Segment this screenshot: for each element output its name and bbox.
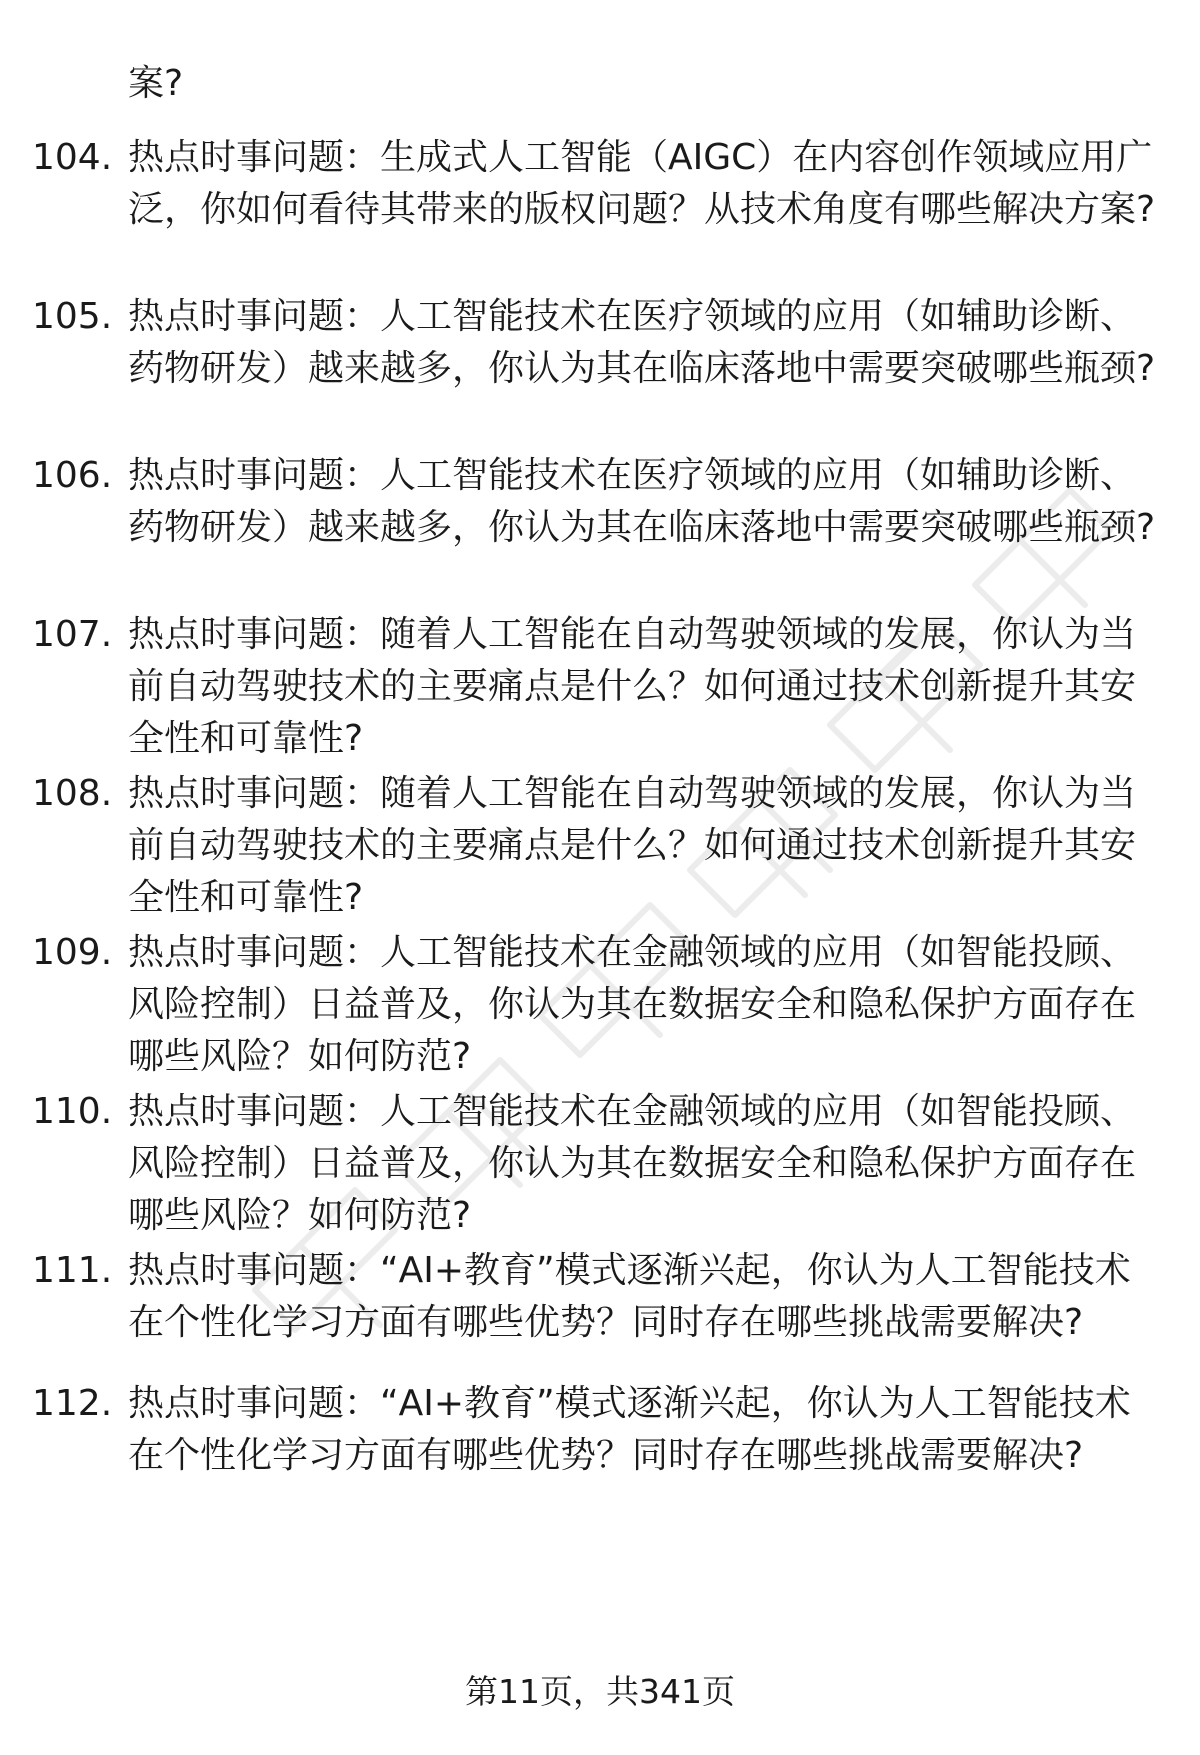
item-text: 热点时事问题：人工智能技术在金融领域的应用（如智能投顾、风险控制）日益普及，你认为其在数据安全和隐私保护方面存在哪些风险？如何防范? [128,932,1137,1077]
item-number: 109. [32,932,113,973]
item-number: 111. [32,1250,113,1291]
item-number: 110. [32,1091,113,1132]
item-number: 105. [32,296,113,337]
item-text: 热点时事问题：人工智能技术在金融领域的应用（如智能投顾、风险控制）日益普及，你认为其在数据安全和隐私保护方面存在哪些风险？如何防范? [128,1091,1137,1236]
item-number: 108. [32,773,113,814]
item-number: 112. [32,1383,113,1424]
item-text: 热点时事问题：随着人工智能在自动驾驶领域的发展，你认为当前自动驾驶技术的主要痛点是什么？如何通过技术创新提升其安全性和可靠性? [128,614,1137,759]
page-footer: 第11页，共341页 [465,1672,735,1711]
item-number: 106. [32,455,113,496]
item-text: 热点时事问题：“AI+教育”模式逐渐兴起，你认为人工智能技术在个性化学习方面有哪些优势？同时存在哪些挑战需要解决? [128,1250,1131,1343]
item-text: 热点时事问题：“AI+教育”模式逐渐兴起，你认为人工智能技术在个性化学习方面有哪些优势？同时存在哪些挑战需要解决? [128,1383,1131,1476]
item-text: 热点时事问题：人工智能技术在医疗领域的应用（如辅助诊断、药物研发）越来越多，你认为其在临床落地中需要突破哪些瓶颈? [128,296,1156,389]
item-text: 热点时事问题：人工智能技术在医疗领域的应用（如辅助诊断、药物研发）越来越多，你认为其在临床落地中需要突破哪些瓶颈? [128,455,1156,548]
item-text: 热点时事问题：随着人工智能在自动驾驶领域的发展，你认为当前自动驾驶技术的主要痛点是什么？如何通过技术创新提升其安全性和可靠性? [128,773,1137,918]
item-number: 104. [32,137,113,178]
carryover-text: 案? [128,63,184,104]
item-text: 热点时事问题：生成式人工智能（AIGC）在内容创作领域应用广泛，你如何看待其带来的版权问题？从技术角度有哪些解决方案? [128,137,1156,230]
item-number: 107. [32,614,113,655]
